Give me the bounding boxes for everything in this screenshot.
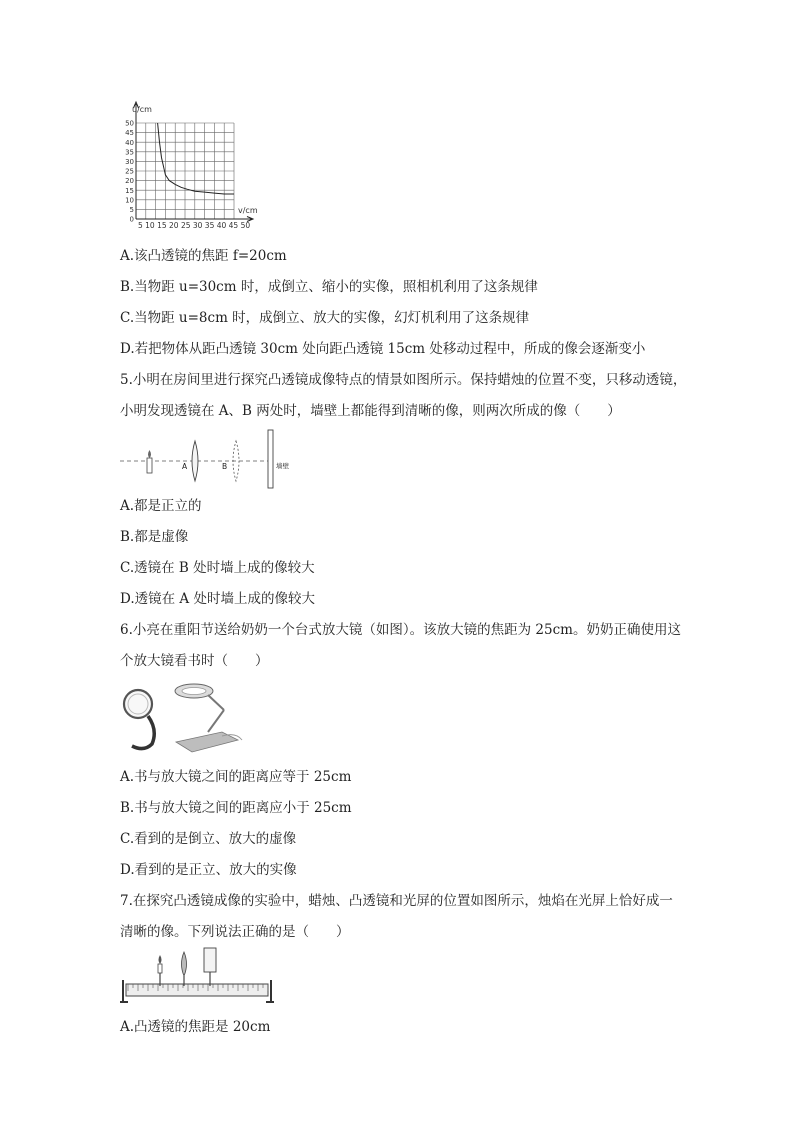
y-tick-label: 10 (125, 196, 134, 205)
q5-option-a: A.都是正立的 (120, 498, 202, 514)
candle-icon (158, 964, 162, 973)
y-tick-label: 0 (129, 215, 134, 224)
y-tick-label: 25 (125, 167, 134, 176)
q4-option-d: D.若把物体从距凸透镜 30cm 处向距凸透镜 15cm 处移动过程中，所成的像会逐渐变小 (120, 341, 646, 357)
graph-grid (134, 102, 254, 222)
q5-option-b: B.都是虚像 (120, 529, 189, 545)
candle-icon (147, 458, 152, 473)
q4-option-c: C.当物距 u=8cm 时，成倒立、放大的实像，幻灯机利用了这条规律 (120, 310, 530, 326)
q5-stem-line1: 5.小明在房间里进行探究凸透镜成像特点的情景如图所示。保持蜡烛的位置不变，只移动透镜， (120, 372, 687, 388)
q7-stem-line1: 7.在探究凸透镜成像的实验中，蜡烛、凸透镜和光屏的位置如图所示，烛焰在光屏上恰好成一 (120, 893, 673, 909)
graph-curve (158, 123, 234, 194)
candle-lens-wall-figure (118, 428, 290, 490)
wall-icon (268, 430, 273, 488)
light-screen-icon (204, 948, 216, 972)
y-tick-labels (125, 120, 134, 224)
q7-stem-line2: 清晰的像。下列说法正确的是（ ） (120, 924, 350, 940)
q6-option-c: C.看到的是倒立、放大的虚像 (120, 831, 297, 847)
u-v-curve-line (158, 123, 234, 194)
y-axis-label: u/cm (132, 105, 152, 114)
x-axis-label: v/cm (238, 206, 258, 215)
lens-a-icon (192, 441, 198, 481)
desk-magnifier-figure (118, 682, 246, 754)
q6-option-d: D.看到的是正立、放大的实像 (120, 862, 297, 878)
q6-option-b: B.书与放大镜之间的距离应小于 25cm (120, 800, 352, 816)
x-tick-labels: 5 10 15 20 25 30 35 40 45 50 (138, 221, 251, 230)
q6-option-a: A.书与放大镜之间的距离应等于 25cm (120, 769, 352, 785)
y-tick-label: 20 (125, 177, 134, 186)
q4-option-b: B.当物距 u=30cm 时，成倒立、缩小的实像，照相机利用了这条规律 (120, 279, 538, 295)
lens-a-label: A (182, 462, 188, 471)
optical-bench-figure (118, 946, 276, 1008)
y-tick-label: 5 (129, 206, 134, 214)
u-v-graph (112, 98, 260, 230)
q5-option-d: D.透镜在 A 处时墙上成的像较大 (120, 591, 315, 607)
wall-label: 墙壁 (276, 462, 289, 470)
convex-lens-icon (182, 952, 187, 976)
y-tick-label: 15 (125, 186, 134, 195)
lens-b-label: B (222, 462, 228, 471)
y-tick-label: 40 (125, 138, 134, 147)
q5-stem-line2: 小明发现透镜在 A、B 两处时，墙壁上都能得到清晰的像，则两次所成的像（ ） (120, 403, 621, 419)
y-tick-label: 30 (125, 158, 134, 166)
q5-option-c: C.透镜在 B 处时墙上成的像较大 (120, 560, 315, 576)
q6-stem-line1: 6.小亮在重阳节送给奶奶一个台式放大镜（如图）。该放大镜的焦距为 25cm。奶奶正确使用这 (120, 622, 681, 638)
y-tick-label: 45 (125, 129, 134, 138)
y-tick-label: 50 (125, 119, 134, 128)
y-tick-label: 35 (125, 148, 134, 157)
q6-stem-line2: 个放大镜看书时（ ） (120, 653, 269, 669)
q7-option-a: A.凸透镜的焦距是 20cm (120, 1019, 271, 1035)
q4-option-a: A.该凸透镜的焦距 f=20cm (120, 248, 287, 264)
optical-bench-rail (126, 984, 268, 996)
